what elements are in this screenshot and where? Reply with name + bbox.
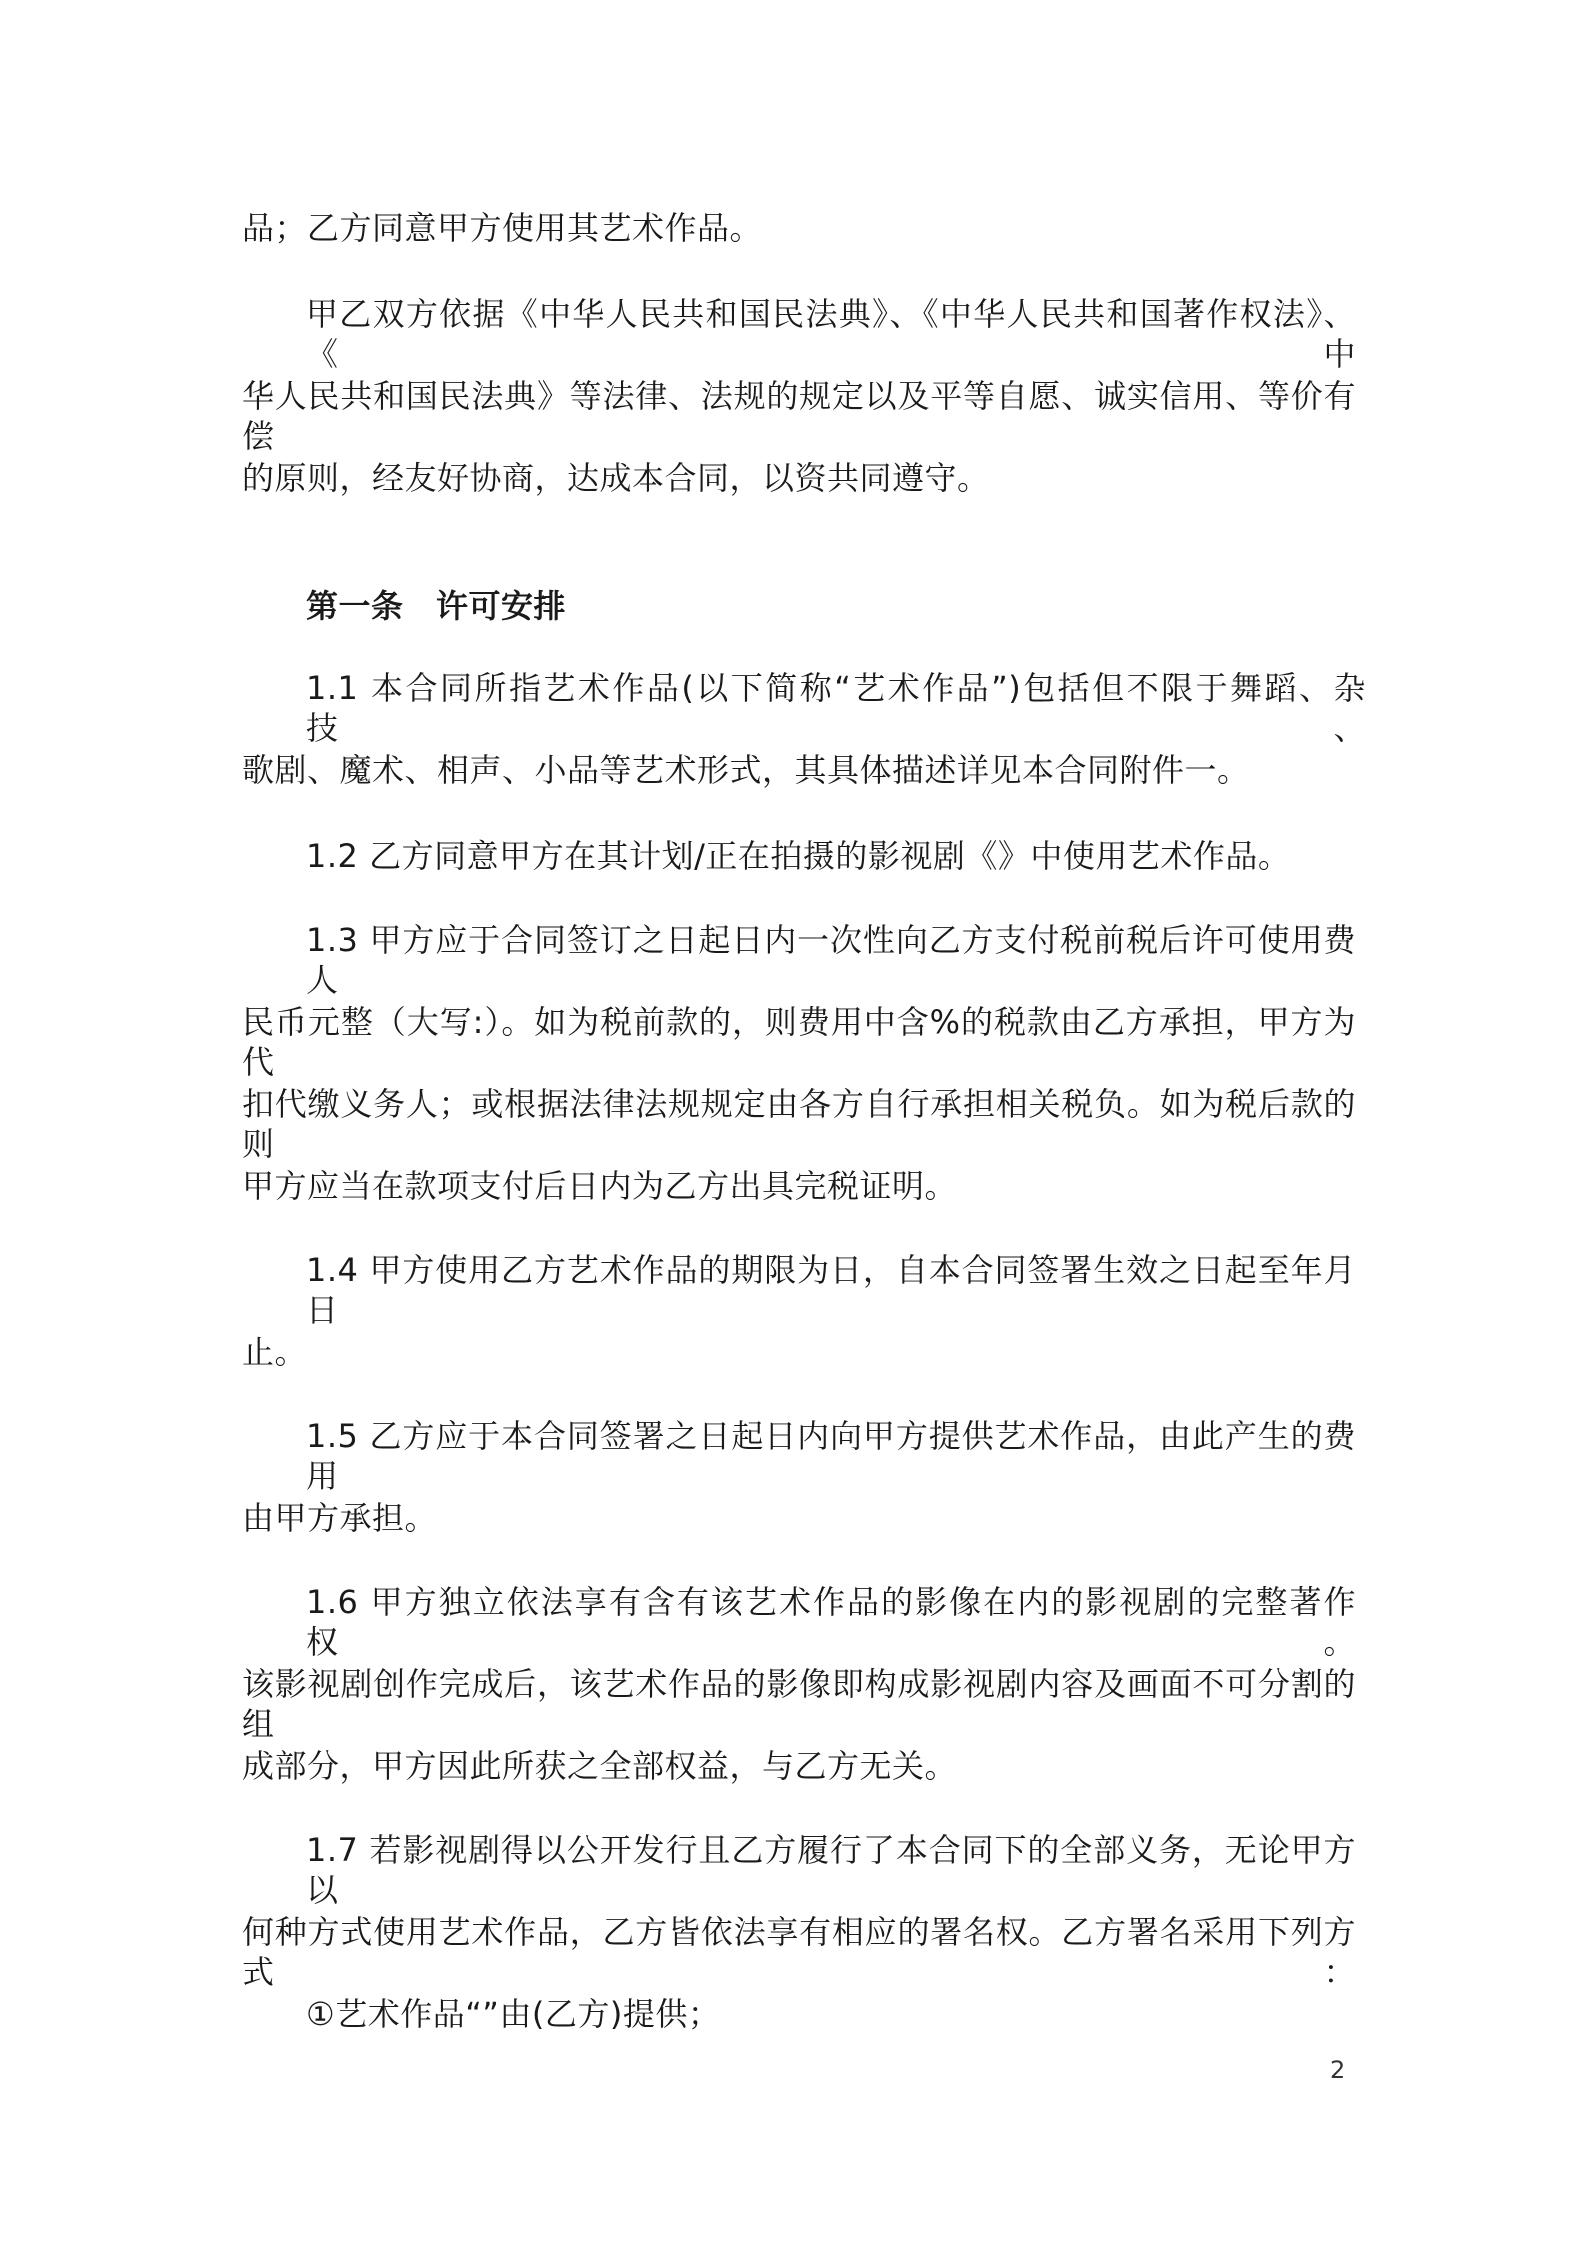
text-line: 止。	[242, 1333, 308, 1371]
text-line: 民币元整（大写:）。如为税前款的，则费用中含%的税款由乙方承担，甲方为代	[242, 1003, 1356, 1081]
text-line: 甲乙双方依据《中华人民共和国民法典》、《中华人民共和国著作权法》、《中	[306, 295, 1356, 373]
text-line: 歌剧、魔术、相声、小品等艺术形式，其具体描述详见本合同附件一。	[242, 751, 1250, 789]
text-line: 华人民共和国民法典》等法律、法规的规定以及平等自愿、诚实信用、等价有偿	[242, 377, 1356, 455]
text-line: 品；乙方同意甲方使用其艺术作品。	[242, 209, 763, 247]
text-line: 1.4 甲方使用乙方艺术作品的期限为日，自本合同签署生效之日起至年月日	[306, 1251, 1356, 1329]
section-heading: 第一条 许可安排	[306, 587, 567, 625]
text-line: 1.6 甲方独立依法享有含有该艺术作品的影像在内的影视剧的完整著作权。	[306, 1583, 1356, 1661]
text-line: 甲方应当在款项支付后日内为乙方出具完税证明。	[242, 1167, 958, 1205]
text-line: 该影视剧创作完成后，该艺术作品的影像即构成影视剧内容及画面不可分割的组	[242, 1665, 1356, 1743]
text-line: 1.7 若影视剧得以公开发行且乙方履行了本合同下的全部义务，无论甲方以	[306, 1831, 1356, 1909]
text-line: 1.1 本合同所指艺术作品(以下简称“艺术作品”)包括但不限于舞蹈、杂技、	[306, 669, 1366, 747]
text-line: 由甲方承担。	[242, 1499, 438, 1537]
text-line: 1.2 乙方同意甲方在其计划/正在拍摄的影视剧《》中使用艺术作品。	[306, 837, 1291, 875]
text-line: 何种方式使用艺术作品，乙方皆依法享有相应的署名权。乙方署名采用下列方式：	[242, 1913, 1356, 1991]
text-line: 成部分，甲方因此所获之全部权益，与乙方无关。	[242, 1747, 958, 1785]
text-line: 的原则，经友好协商，达成本合同，以资共同遵守。	[242, 459, 990, 497]
text-line: ①艺术作品“”由(乙方)提供；	[306, 1995, 721, 2033]
text-line: 1.3 甲方应于合同签订之日起日内一次性向乙方支付税前税后许可使用费人	[306, 921, 1356, 999]
text-line: 扣代缴义务人；或根据法律法规规定由各方自行承担相关税负。如为税后款的则	[242, 1085, 1356, 1163]
text-line: 1.5 乙方应于本合同签署之日起日内向甲方提供艺术作品，由此产生的费用	[306, 1417, 1356, 1495]
page-number: 2	[1330, 2056, 1346, 2084]
